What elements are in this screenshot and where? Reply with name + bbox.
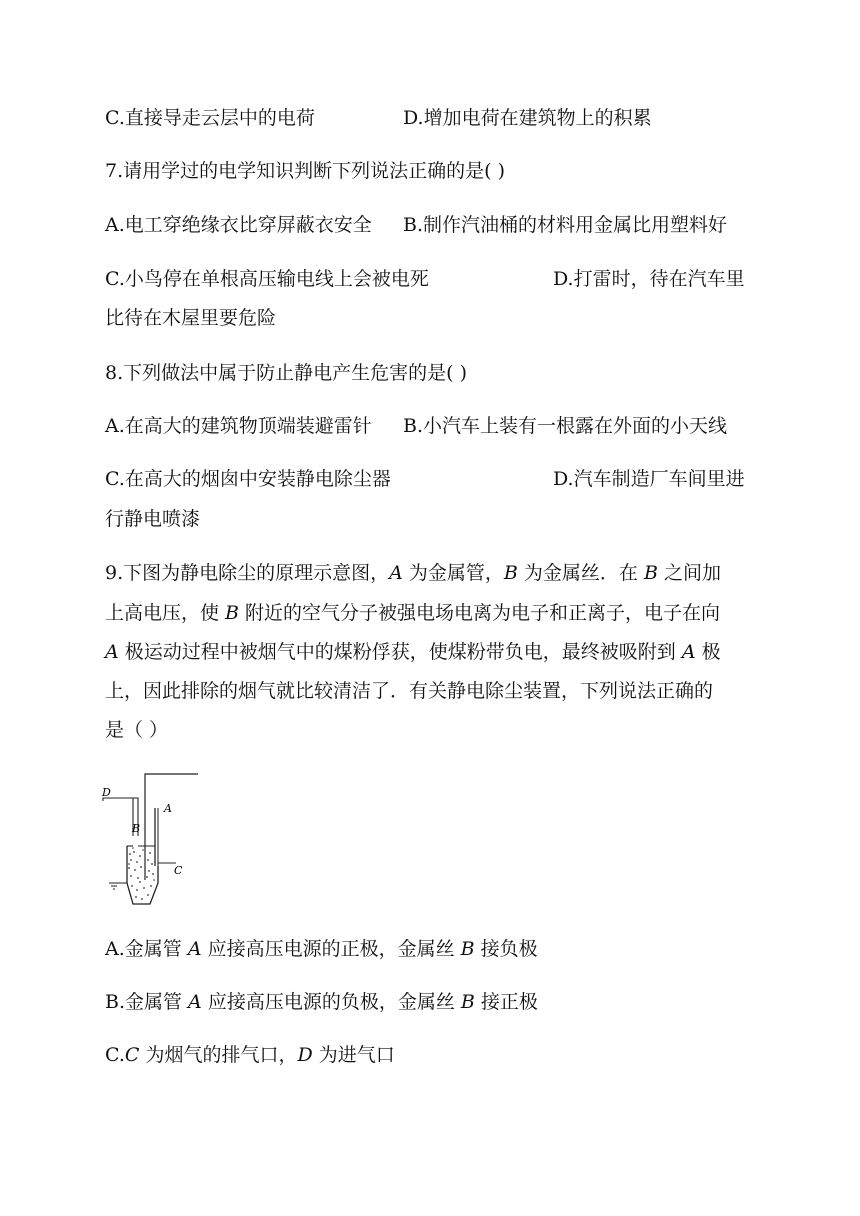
label-d: D: [102, 786, 111, 799]
q9-var-a: A: [681, 641, 696, 663]
q9-text: 9.下图为静电除尘的原理示意图，: [105, 562, 390, 584]
q9-option-b: [105, 990, 538, 1014]
q9-text: 应接高压电源的负极，金属丝: [201, 991, 461, 1013]
q9-text: 为烟气的排气口，: [139, 1044, 298, 1066]
q7-stem: 7.请用学过的电学知识判断下列说法正确的是( ): [105, 160, 505, 182]
q7-option-b: B.制作汽油桶的材料用金属比用塑料好: [403, 214, 728, 236]
q9-stem-line3: [105, 640, 721, 664]
wire-lead: [145, 774, 198, 780]
q9-text: 为金属丝．在: [517, 562, 644, 584]
q9-stem-line2: [105, 601, 720, 625]
q6-option-d: D.增加电荷在建筑物上的积累: [403, 107, 652, 129]
q9-text: C.: [105, 1044, 125, 1066]
q9-var-b: B: [460, 991, 475, 1013]
q9-var-b: B: [225, 602, 240, 624]
electrostatic-precipitator-diagram: [100, 768, 210, 918]
q9-text: 应接高压电源的正极，金属丝: [201, 938, 461, 960]
q9-text: 极运动过程中被烟气中的煤粉俘获，使煤粉带负电，最终被吸附到: [118, 641, 682, 663]
q9-text: 为金属管，: [402, 562, 504, 584]
q8-option-d-line2: 行静电喷漆: [105, 508, 201, 530]
q7-option-c: C.小鸟停在单根高压输电线上会被电死: [105, 268, 429, 290]
q9-text: 极: [695, 641, 721, 663]
q6-option-c: C.直接导走云层中的电荷: [105, 107, 315, 129]
q9-stem-line4: 上，因此排除的烟气就比较清洁了．有关静电除尘装置，下列说法正确的: [105, 680, 714, 702]
q9-var-a: A: [188, 991, 202, 1013]
q9-text: 为进气口: [312, 1044, 395, 1066]
q9-stem-line1: [105, 561, 721, 585]
q9-text: 上高电压，使: [105, 602, 226, 624]
q8-stem: 8.下列做法中属于防止静电产生危害的是( ): [105, 362, 467, 384]
q7-option-d-line1: D.打雷时，待在汽车里: [553, 268, 745, 290]
coal-dust: [128, 847, 155, 900]
q9-var-c: C: [124, 1044, 140, 1066]
label-b: B: [132, 822, 141, 835]
q9-var-b: B: [460, 938, 475, 960]
q9-text: 之间加: [657, 562, 721, 584]
q9-stem-line5: 是（ ）: [105, 719, 169, 741]
q9-text: B.金属管: [105, 991, 189, 1013]
q9-text: A.金属管: [105, 938, 188, 960]
q8-option-a: A.在高大的建筑物顶端装避雷针: [105, 415, 372, 437]
label-a: A: [164, 802, 172, 815]
q9-var-d: D: [297, 1044, 313, 1066]
q9-var-b: B: [503, 562, 518, 584]
q9-text: 附近的空气分子被强电场电离为电子和正离子，电子在向: [239, 602, 721, 624]
q8-option-b: B.小汽车上装有一根露在外面的小天线: [403, 415, 728, 437]
q9-var-b: B: [643, 562, 658, 584]
q9-option-a: [105, 937, 538, 961]
q9-var-a: A: [389, 562, 403, 584]
q7-option-d-line2: 比待在木屋里要危险: [105, 307, 277, 329]
q8-option-d-line1: D.汽车制造厂车间里进: [553, 468, 745, 490]
q9-option-c: [105, 1043, 395, 1067]
label-c: C: [174, 864, 183, 877]
q9-var-a: A: [187, 938, 202, 960]
q9-text: 接正极: [474, 991, 538, 1013]
q8-option-c: C.在高大的烟囱中安装静电除尘器: [105, 468, 391, 490]
q9-var-a: A: [105, 641, 119, 663]
q7-option-a: A.电工穿绝缘衣比穿屏蔽衣安全: [105, 214, 372, 236]
q9-text: 接负极: [474, 938, 538, 960]
